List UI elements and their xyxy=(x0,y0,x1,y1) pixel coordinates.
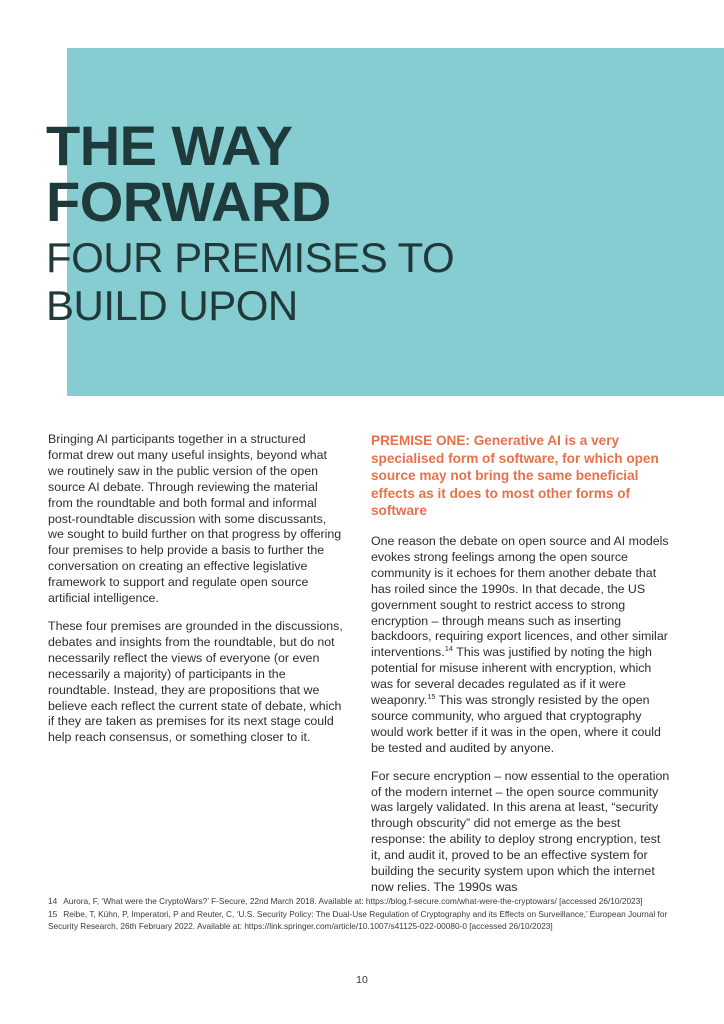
page-title xyxy=(46,114,686,330)
premise-paragraph-1-part-a: One reason the debate on open source and AI models evokes strong feelings among the open source community is it echoes for them another debate that has roiled since the 1990s. In that decade, the US government sought to restrict access to strong encryption – through means such as inserting backdoors, requiring export licences, and other similar interventions. xyxy=(371,533,669,660)
title-line-2: FORWARD xyxy=(46,170,331,233)
premise-paragraph-1 xyxy=(371,534,671,757)
premise-paragraph-2: For secure encryption – now essential to the operation of the modern internet – the open source community was largely validated. In this arena at least, “security through obscurity” did not emerge as the best response: the ability to deploy strong encryption, test it, and audit it, proved to be an effective system for building the security system upon which the internet now relies. The 1990s was xyxy=(371,768,670,894)
footnote-number: 14 xyxy=(48,896,58,906)
footnote-ref-14[interactable]: 14 xyxy=(444,644,454,654)
footnote-ref-15[interactable]: 15 xyxy=(427,691,436,701)
subtitle-line-2: BUILD UPON xyxy=(46,282,298,329)
page-number: 10 xyxy=(356,974,368,986)
footnote-15 xyxy=(48,909,678,932)
right-column xyxy=(371,432,671,908)
premise-paragraph-1-part-b: This was justified by noting the high potential for misuse inherent with encryption, which was for several decades regulated as if it were weaponry. xyxy=(371,645,652,708)
intro-paragraph-1: Bringing AI participants together in a structured format drew out many useful insights, beyond what we routinely saw in the public version of the open source AI debate. Through reviewing the material from the roundtable and both formal and informal post-roundtable discussion with some discussants, we sought to build further on that progress by offering four premises to help provide a basis to further the conversation on creating an effective legislative framework to support and regulate open source artificial intelligence. xyxy=(48,432,342,606)
premise-one-heading: PREMISE ONE: Generative AI is a very specialised form of software, for which open source may not bring the same beneficial effects as it does to most other forms of software xyxy=(371,433,659,519)
premise-paragraph-1-part-c: This was strongly resisted by the open source community, who argued that cryptography would work better if it was in the open, where it could be tested and audited by anyone. xyxy=(371,693,661,755)
footnote-text: Aurora, F, ‘What were the CryptoWars?’ F-Secure, 22nd March 2018. Available at: https://blog.f-secure.com/what-were-the-cryptowars/ [accessed 26/10/2023] xyxy=(63,896,643,906)
left-column xyxy=(48,432,344,758)
subtitle-line-1: FOUR PREMISES TO xyxy=(46,234,455,281)
footnotes xyxy=(48,896,678,934)
footnote-number: 15 xyxy=(48,909,58,920)
footnote-text: Reibe, T, Kühn, P, Imperatori, P and Reuter, C, ‘U.S. Security Policy: The Dual-Use Regulation of Cryptography and its Effects on Surveillance,’ European Journal for Security Research, 26th February 2022. Available at: https://link.springer.com/article/10.1007/s41125-022-00080-0 [accessed 26/10/2023] xyxy=(48,909,668,931)
intro-paragraph-2: These four premises are grounded in the discussions, debates and insights from the roundtable, but do not necessarily reflect the views of everyone (or even necessarily a majority) of participants in the roundtable. Instead, they are propositions that we believe each reflect the current state of debate, which if they are taken as premises for its next stage could help reach consensus, or something closer to it. xyxy=(48,618,343,745)
title-line-1: THE WAY xyxy=(46,114,293,177)
footnote-14 xyxy=(48,896,678,907)
